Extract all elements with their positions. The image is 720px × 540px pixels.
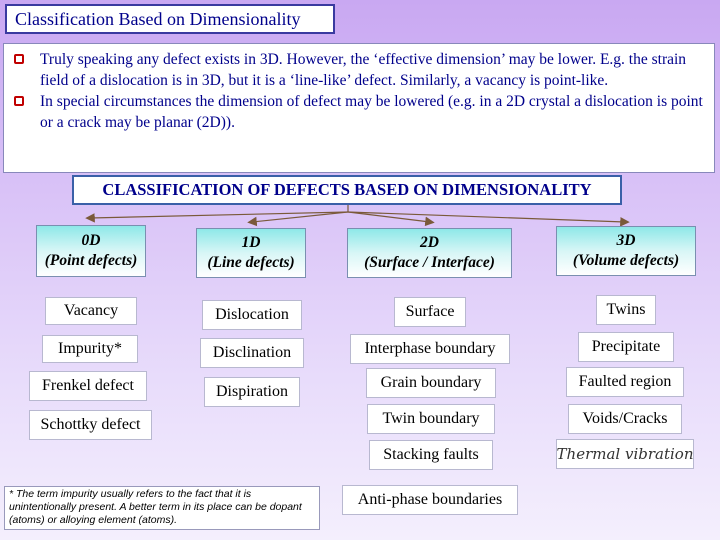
defect-item: Frenkel defect — [29, 371, 147, 401]
defect-item: Vacancy — [45, 297, 137, 325]
defect-item: Precipitate — [578, 332, 674, 362]
category-name: (Point defects) — [44, 252, 138, 269]
category-name: (Surface / Interface) — [364, 254, 495, 271]
defect-item: Thermal vibration — [556, 439, 694, 469]
defect-item: Anti-phase boundaries — [342, 485, 518, 515]
category-dim: 0D — [81, 232, 101, 249]
intro-bullet-text: In special circumstances the dimension of defect may be lowered (e.g. in a 2D crystal a dislocation is point or a crack may be planar (2D)). — [40, 93, 703, 131]
defect-item: Interphase boundary — [350, 334, 510, 364]
defect-item: Impurity* — [42, 335, 138, 363]
defect-item: Voids/Cracks — [568, 404, 682, 434]
category-dim: 1D — [241, 234, 261, 251]
category-1d-box — [196, 228, 306, 278]
connector-arrow-0d — [90, 212, 348, 218]
intro-bullet-text: Truly speaking any defect exists in 3D. However, the ‘effective dimension’ may be lower. E.g. the strain field of a dislocation is in 3D, but it is a ‘line-like’ defect. Similarly, a vacancy is point-like. — [40, 51, 687, 89]
defect-item: Grain boundary — [366, 368, 496, 398]
impurity-footnote: * The term impurity usually refers to the fact that it is unintentionally present. A better term in its place can be dopant (atoms) or alloying element (atoms). — [4, 486, 320, 530]
defect-item: Dislocation — [202, 300, 302, 330]
defect-item: Twin boundary — [367, 404, 495, 434]
defect-item: Disclination — [200, 338, 304, 368]
category-name: (Line defects) — [207, 254, 295, 271]
category-name: (Volume defects) — [572, 252, 680, 269]
defect-item: Stacking faults — [369, 440, 493, 470]
defect-item: Twins — [596, 295, 656, 325]
category-0d-box — [36, 225, 146, 277]
category-dim: 3D — [616, 232, 636, 249]
defect-item: Surface — [394, 297, 466, 327]
category-dim: 2D — [420, 234, 439, 251]
defect-item: Faulted region — [566, 367, 684, 397]
defect-item: Schottky defect — [29, 410, 152, 440]
classification-heading: CLASSIFICATION OF DEFECTS BASED ON DIMENSIONALITY — [72, 175, 622, 205]
category-3d-box — [556, 226, 696, 276]
defect-item: Dispiration — [204, 377, 300, 407]
slide-title: Classification Based on Dimensionality — [5, 4, 335, 34]
category-2d-box — [347, 228, 512, 278]
